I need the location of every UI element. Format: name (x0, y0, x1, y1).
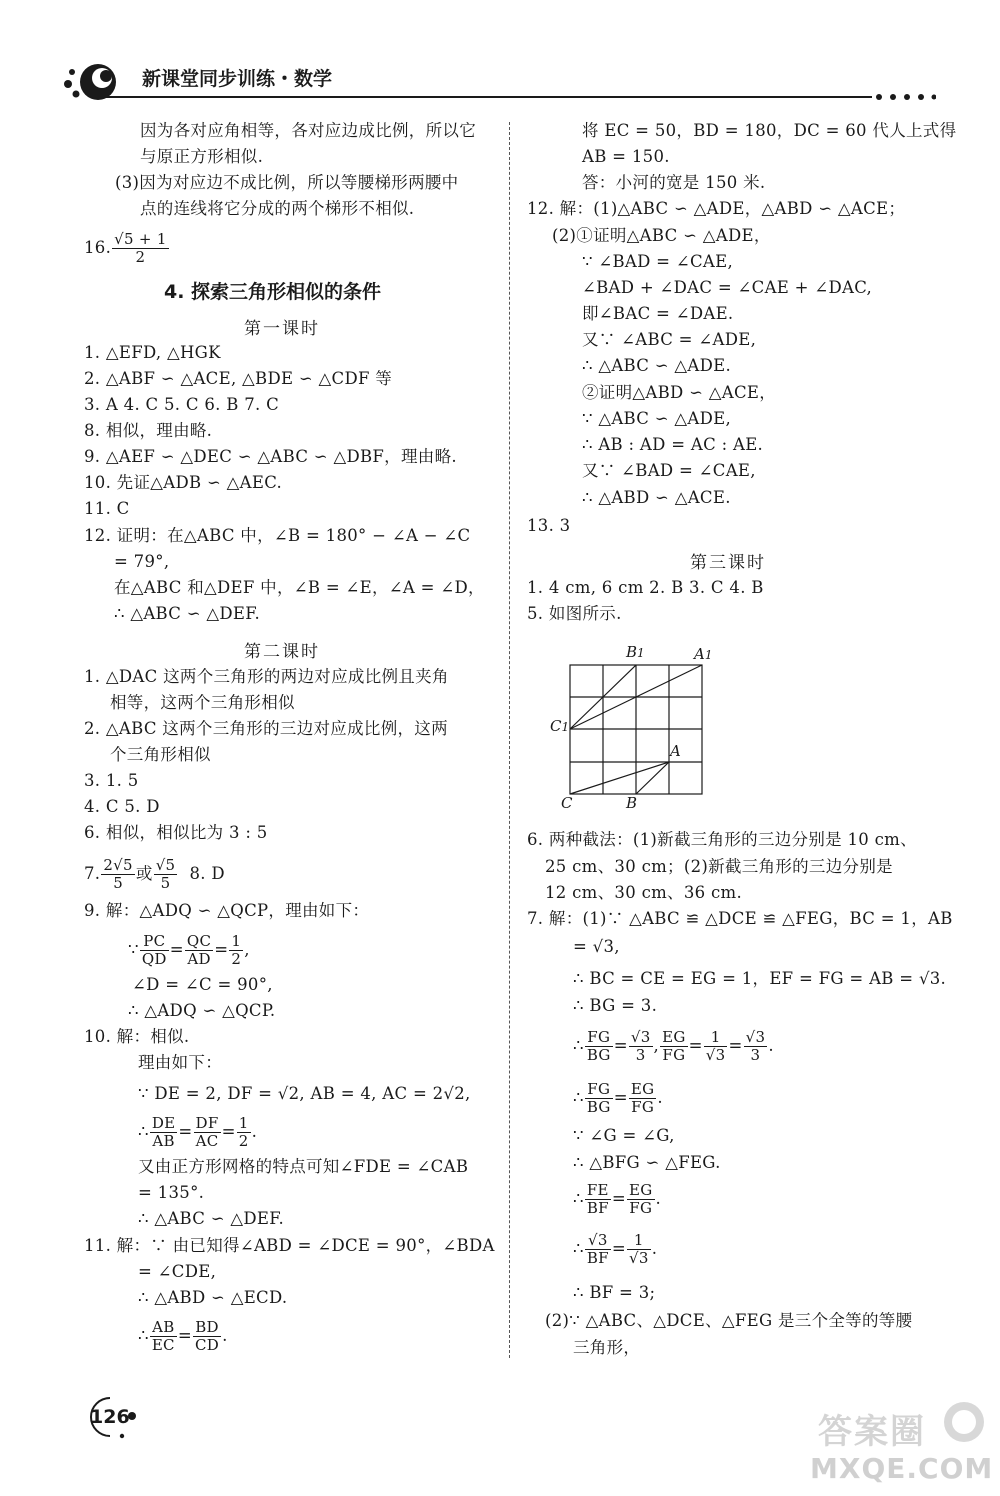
text-line: 12. 证明：在△ABC 中，∠B = 180° − ∠A − ∠C (84, 526, 471, 545)
fraction: $\frac{DF}{AC}$ (195, 1114, 219, 1150)
or-text: 或 (135, 864, 153, 883)
equals-sign: = (177, 1326, 192, 1345)
therefore-sign: ∴ (138, 1122, 149, 1141)
therefore-sign: ∴ (573, 1036, 584, 1055)
fraction: $\frac{2√5}{5}$ (103, 856, 133, 892)
text-line: 三角形， (573, 1338, 641, 1357)
text-line: 个三角形相似 (110, 745, 211, 764)
text-line: ∴ △ABC ∽ △DEF. (114, 604, 261, 623)
page-number-badge (80, 1394, 140, 1440)
period: . (222, 1326, 228, 1345)
text-line: = 79°, (114, 552, 170, 571)
text-line: 1. △DAC 这两个三角形的两边对应成比例且夹角 (84, 667, 449, 686)
equals-sign: = (178, 1122, 193, 1141)
because-sign: ∵ (128, 940, 139, 959)
fraction: $\frac{DE}{AB}$ (151, 1114, 176, 1150)
fraction: $\frac{BD}{CD}$ (194, 1318, 220, 1354)
text-line: (3)因为对应边不成比例，所以等腰梯形两腰中 (115, 173, 459, 192)
text-line: ∵ △ABC ∽ △ADE, (582, 409, 732, 428)
text-line: ②证明△ABD ∽ △ACE， (582, 383, 777, 402)
text-line: 25 cm、30 cm；(2)新截三角形的三边分别是 (545, 857, 893, 876)
comma: , (653, 1036, 660, 1055)
label-a: A (670, 742, 681, 760)
therefore-sign: ∴ (138, 1326, 149, 1345)
text-line: ∴ △ADQ ∽ △QCP. (128, 1001, 276, 1020)
fraction: $\frac{1}{2}$ (238, 1114, 249, 1150)
equation (573, 1082, 663, 1115)
label-subscript: 1 (704, 648, 713, 662)
text-line: 1. 4 cm, 6 cm 2. B 3. C 4. B (527, 578, 764, 597)
equals-sign: = (221, 1122, 236, 1141)
text-line: 9. △AEF ∽ △DEC ∽ △ABC ∽ △DBF，理由略. (84, 447, 457, 466)
label-c1 (550, 717, 569, 735)
text-line: 又∵ ∠BAD = ∠CAE, (582, 461, 756, 480)
text-line: 9. 解：△ADQ ∽ △QCP，理由如下： (84, 901, 370, 920)
page-number: 126 (90, 1406, 130, 1428)
label-letter: C (550, 717, 562, 735)
text-line: 12 cm、30 cm、36 cm. (545, 883, 743, 902)
answer-7 (84, 858, 225, 891)
text-line: 2. △ABF ∽ △ACE, △BDE ∽ △CDF 等 (84, 369, 393, 388)
answer-8: 8. D (189, 864, 225, 883)
text-line: 10. 先证△ADB ∽ △AEC. (84, 473, 283, 492)
equation (138, 1320, 228, 1353)
text-line: (2)①证明△ABC ∽ △ADE， (552, 226, 771, 245)
text-line: (2)∵ △ABC、△DCE、△FEG 是三个全等的等腰 (545, 1311, 913, 1330)
text-line: = ∠CDE, (138, 1262, 217, 1281)
text-line: 5. 如图所示. (527, 604, 622, 623)
text-line: 3. 1. 5 (84, 771, 139, 790)
fraction: $\frac{1}{√3}$ (628, 1231, 649, 1267)
text-line: ∠D = ∠C = 90°, (132, 975, 273, 994)
period: . (655, 1189, 662, 1208)
text-line: 7. 解：(1)∵ △ABC ≌ △DCE ≌ △FEG，BC = 1，AB (527, 909, 953, 928)
fraction: $\frac{EG}{FG}$ (628, 1181, 653, 1217)
text-line: = √3, (573, 937, 620, 956)
section-title: 4. 探索三角形相似的条件 (164, 281, 382, 303)
text-line: ∴ BF = 3; (573, 1283, 656, 1302)
header-title: 新课堂同步训练・数学 (142, 68, 333, 90)
column-divider (509, 122, 511, 1358)
triangle-abc (570, 762, 669, 794)
text-line: ∴ △ABC ∽ △DEF. (138, 1209, 285, 1228)
period: . (651, 1239, 658, 1258)
label-subscript: 1 (561, 720, 570, 734)
text-line: 相等，这两个三角形相似 (110, 693, 295, 712)
text-line: 在△ABC 和△DEF 中，∠B = ∠E，∠A = ∠D， (114, 578, 485, 597)
grid-diagram (540, 640, 740, 820)
header-rule (98, 96, 872, 98)
subsection-title: 第二课时 (244, 642, 320, 662)
text-line: 将 EC = 50，BD = 180，DC = 60 代人上式得 (582, 121, 957, 140)
text-line: 又由正方形网格的特点可知∠FDE = ∠CAB (138, 1157, 469, 1176)
equals-sign: = (728, 1036, 743, 1055)
text-line: ∴ AB : AD = AC : AE. (582, 435, 764, 454)
therefore-sign: ∴ (573, 1189, 584, 1208)
equation (573, 1183, 661, 1216)
text-line: 4. C 5. D (84, 797, 160, 816)
watermark (808, 1398, 994, 1492)
fraction: $\frac{√3}{3}$ (630, 1028, 651, 1064)
equation (573, 1030, 774, 1063)
text-line: ∵ DE = 2, DF = √2, AB = 4, AC = 2√2, (138, 1084, 471, 1103)
equals-sign: = (169, 940, 184, 959)
text-line: 6. 相似，相似比为 3 : 5 (84, 823, 268, 842)
subsection-title: 第三课时 (690, 553, 766, 573)
equation (573, 1233, 657, 1266)
label-letter: B (626, 643, 638, 661)
equals-sign: = (613, 1036, 628, 1055)
text-line: 1. △EFD, △HGK (84, 343, 221, 362)
text-line: 11. C (84, 499, 130, 518)
answer-16 (84, 232, 170, 265)
subsection-title: 第一课时 (244, 319, 320, 339)
fraction: $\frac{QC}{AD}$ (186, 932, 212, 968)
text-line: 与原正方形相似. (140, 147, 264, 166)
text-line: 又∵ ∠ABC = ∠ADE, (582, 330, 757, 349)
fraction: $\frac{1}{2}$ (231, 932, 242, 968)
text-line: 因为各对应角相等，各对应边成比例，所以它 (140, 121, 476, 140)
fraction: $\frac{1}{√3}$ (705, 1028, 726, 1064)
fraction: $\frac{FG}{BG}$ (586, 1028, 611, 1064)
text-line: 即∠BAC = ∠DAE. (582, 304, 734, 323)
equals-sign: = (611, 1189, 626, 1208)
text-line: ∴ △ABD ∽ △ACE. (582, 488, 731, 507)
text-line: ∴ BG = 3. (573, 996, 658, 1015)
therefore-sign: ∴ (573, 1088, 584, 1107)
text-line: 3. A 4. C 5. C 6. B 7. C (84, 395, 280, 414)
watermark-text: MXQE.COM (810, 1452, 994, 1485)
text-line: ∴ BC = CE = EG = 1，EF = FG = AB = √3. (573, 969, 947, 988)
equation (128, 934, 250, 967)
fraction: $\frac{PC}{QD}$ (141, 932, 167, 968)
text-line: 点的连线将它分成的两个梯形不相似. (140, 199, 415, 218)
therefore-sign: ∴ (573, 1239, 584, 1258)
equation (138, 1116, 257, 1149)
text-line: AB = 150. (582, 147, 670, 166)
period: . (657, 1088, 663, 1107)
text-line: 12. 解：(1)△ABC ∽ △ADE，△ABD ∽ △ACE； (527, 199, 906, 218)
period: . (251, 1122, 258, 1141)
comma: , (244, 940, 250, 959)
equals-sign: = (214, 940, 229, 959)
text-line: 10. 解：相似. (84, 1027, 190, 1046)
text-line: ∴ △BFG ∽ △FEG. (573, 1153, 721, 1172)
text-line: ∵ ∠G = ∠G, (573, 1126, 675, 1145)
label-c: C (561, 794, 573, 812)
fraction: $\frac{√3}{BF}$ (586, 1231, 609, 1267)
answer-number: 7. (84, 864, 101, 883)
header-dots-icon (874, 92, 936, 102)
answer-number: 16. (84, 238, 112, 257)
text-line: 答：小河的宽是 150 米. (582, 173, 766, 192)
fraction: $\frac{FG}{BG}$ (586, 1080, 611, 1116)
fraction: $\frac{√3}{3}$ (745, 1028, 766, 1064)
text-line: 理由如下： (138, 1053, 222, 1072)
text-line: ∴ △ABD ∽ △ECD. (138, 1288, 288, 1307)
fraction: $\frac{EG}{FG}$ (662, 1028, 686, 1064)
label-subscript: 1 (637, 646, 645, 660)
fraction: $\frac{AB}{EC}$ (151, 1318, 175, 1354)
text-line: ∴ △ABC ∽ △ADE. (582, 356, 732, 375)
text-line: ∵ ∠BAD = ∠CAE, (582, 252, 734, 271)
grid-figure (540, 640, 740, 820)
fraction: $\frac{FE}{BF}$ (586, 1181, 609, 1217)
label-letter: A (694, 645, 705, 663)
text-line: = 135°. (138, 1183, 205, 1202)
equals-sign: = (611, 1239, 626, 1258)
text-line: 2. △ABC 这两个三角形的三边对应成比例，这两 (84, 719, 448, 738)
label-a1 (694, 645, 712, 663)
text-line: 6. 两种截法：(1)新截三角形的三边分别是 10 cm、 (527, 830, 917, 849)
equals-sign: = (688, 1036, 703, 1055)
period: . (768, 1036, 774, 1055)
text-line: 13. 3 (527, 516, 571, 535)
text-line: ∠BAD + ∠DAC = ∠CAE + ∠DAC, (582, 278, 873, 297)
text-line: 8. 相似，理由略. (84, 421, 213, 440)
equals-sign: = (613, 1088, 628, 1107)
fraction: $\frac{EG}{FG}$ (630, 1080, 655, 1116)
label-b1 (626, 643, 645, 661)
label-b: B (626, 794, 638, 812)
fraction: $\frac{√5 + 1}{2}$ (114, 230, 167, 266)
fraction: $\frac{√5}{5}$ (155, 856, 176, 892)
text-line: 11. 解：∵ 由已知得∠ABD = ∠DCE = 90°，∠BDA (84, 1236, 495, 1255)
watermark-logo-text: 答案圈 (818, 1412, 926, 1452)
